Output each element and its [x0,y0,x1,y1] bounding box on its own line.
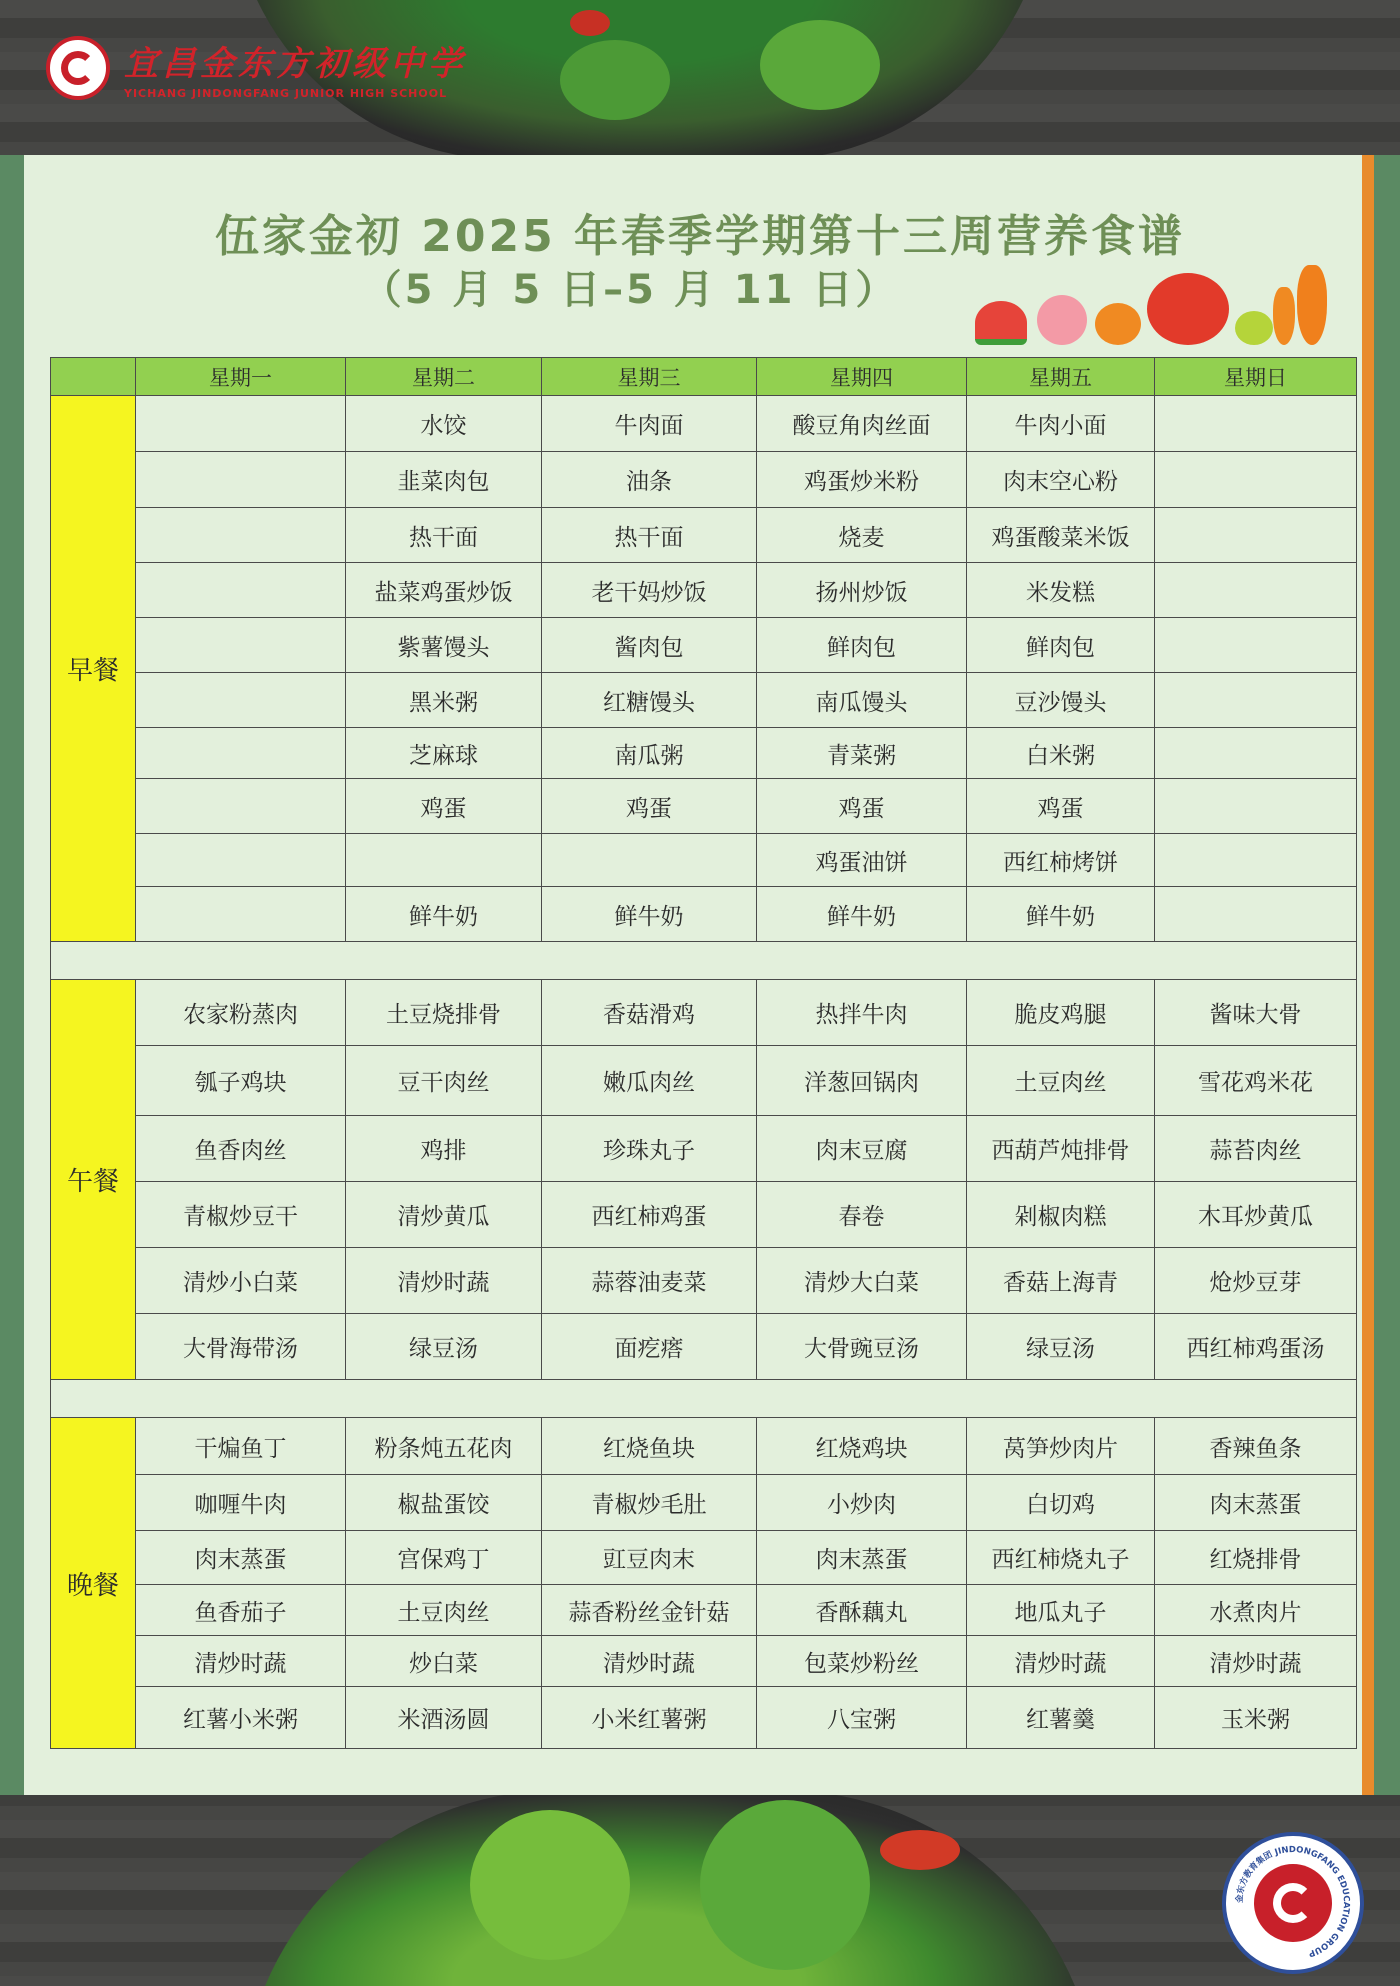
spacer-cell [51,942,1357,980]
menu-cell: 清炒黄瓜 [346,1182,542,1248]
menu-cell: 面疙瘩 [542,1314,757,1380]
table-row [51,1687,1357,1749]
page-title: 伍家金初 2025 年春季学期第十三周营养食谱 [214,211,1186,262]
menu-cell: 清炒时蔬 [542,1636,757,1687]
menu-cell: 酸豆角肉丝面 [757,396,967,452]
table-row [51,1046,1357,1116]
school-logo [46,36,466,100]
education-group-badge [1222,1832,1364,1974]
menu-cell [136,887,346,942]
menu-cell: 鸡蛋 [967,779,1155,834]
menu-cell [1155,396,1357,452]
menu-cell [346,834,542,887]
menu-cell: 香辣鱼条 [1155,1418,1357,1475]
menu-cell: 酱味大骨 [1155,980,1357,1046]
menu-cell: 土豆肉丝 [967,1046,1155,1116]
menu-cell: 盐菜鸡蛋炒饭 [346,563,542,618]
orange-accent-strip [1362,155,1374,1795]
menu-cell: 洋葱回锅肉 [757,1046,967,1116]
meal-label-lunch: 午餐 [51,980,136,1380]
menu-cell: 西红柿鸡蛋汤 [1155,1314,1357,1380]
menu-cell: 热干面 [346,508,542,563]
menu-cell: 扬州炒饭 [757,563,967,618]
menu-cell [136,563,346,618]
menu-cell: 剁椒肉糕 [967,1182,1155,1248]
menu-cell: 豆沙馒头 [967,673,1155,728]
menu-cell: 白切鸡 [967,1475,1155,1531]
menu-cell: 鸡蛋油饼 [757,834,967,887]
menu-cell: 鸡蛋 [757,779,967,834]
menu-cell: 米发糕 [967,563,1155,618]
menu-cell: 红烧排骨 [1155,1531,1357,1585]
table-row [51,673,1357,728]
menu-cell: 大骨豌豆汤 [757,1314,967,1380]
menu-cell [136,618,346,673]
menu-cell: 鸡蛋炒米粉 [757,452,967,508]
date-range: （5 月 5 日–5 月 11 日） [361,267,899,313]
menu-cell: 肉末蒸蛋 [136,1531,346,1585]
menu-cell: 嫩瓜肉丝 [542,1046,757,1116]
menu-cell: 干煸鱼丁 [136,1418,346,1475]
broccoli-decoration [700,1800,870,1970]
menu-cell: 红糖馒头 [542,673,757,728]
menu-cell [1155,673,1357,728]
menu-cell: 米酒汤圆 [346,1687,542,1749]
menu-cell: 绿豆汤 [967,1314,1155,1380]
menu-cell: 小炒肉 [757,1475,967,1531]
menu-cell: 瓠子鸡块 [136,1046,346,1116]
menu-cell [1155,834,1357,887]
menu-cell: 红烧鸡块 [757,1418,967,1475]
menu-cell: 鲜肉包 [967,618,1155,673]
svg-text:金东方教育集团 JINDONGFANG EDUCATION [1234,1845,1351,1958]
menu-cell [136,396,346,452]
menu-cell [542,834,757,887]
menu-cell: 西红柿烧丸子 [967,1531,1155,1585]
carrot-icon [1297,265,1327,345]
table-header-row [51,358,1357,396]
menu-cell: 热拌牛肉 [757,980,967,1046]
menu-cell: 肉末蒸蛋 [1155,1475,1357,1531]
menu-cell: 农家粉蒸肉 [136,980,346,1046]
menu-cell: 蒜蓉油麦菜 [542,1248,757,1314]
menu-cell: 土豆肉丝 [346,1585,542,1636]
menu-cell: 芝麻球 [346,728,542,779]
spacer-cell [51,1380,1357,1418]
menu-cell [1155,508,1357,563]
menu-cell: 鲜牛奶 [346,887,542,942]
menu-cell: 香菇上海青 [967,1248,1155,1314]
day-header: 星期三 [542,358,757,396]
menu-cell: 牛肉小面 [967,396,1155,452]
menu-cell [1155,452,1357,508]
menu-cell: 白米粥 [967,728,1155,779]
menu-cell: 椒盐蛋饺 [346,1475,542,1531]
menu-cell: 肉末空心粉 [967,452,1155,508]
left-border-strip [0,155,24,1795]
day-header: 星期五 [967,358,1155,396]
table-row [51,1475,1357,1531]
broccoli-decoration [760,20,880,110]
menu-cell: 肉末豆腐 [757,1116,967,1182]
menu-cell: 热干面 [542,508,757,563]
table-row [51,618,1357,673]
menu-cell: 红薯小米粥 [136,1687,346,1749]
menu-cell: 蒜苔肉丝 [1155,1116,1357,1182]
menu-cell [1155,563,1357,618]
menu-cell: 老干妈炒饭 [542,563,757,618]
day-header: 星期二 [346,358,542,396]
menu-cell: 宫保鸡丁 [346,1531,542,1585]
menu-cell: 香酥藕丸 [757,1585,967,1636]
school-emblem-icon [46,36,110,100]
menu-cell [136,728,346,779]
tomato-icon [1147,273,1229,345]
menu-cell: 黑米粥 [346,673,542,728]
broccoli-decoration [470,1810,630,1960]
menu-cell: 清炒大白菜 [757,1248,967,1314]
table-row [51,508,1357,563]
menu-cell: 脆皮鸡腿 [967,980,1155,1046]
menu-cell: 鸡蛋酸菜米饭 [967,508,1155,563]
menu-cell: 玉米粥 [1155,1687,1357,1749]
school-name-cn: 宜昌金东方初级中学 [124,44,466,84]
menu-cell [136,673,346,728]
menu-cell: 西红柿烤饼 [967,834,1155,887]
menu-cell: 咖喱牛肉 [136,1475,346,1531]
menu-cell: 红烧鱼块 [542,1418,757,1475]
menu-cell: 绿豆汤 [346,1314,542,1380]
menu-cell: 春卷 [757,1182,967,1248]
table-row [51,452,1357,508]
weekly-menu-table [50,357,1357,1749]
menu-cell: 豆干肉丝 [346,1046,542,1116]
fruit-characters-illustration [975,255,1330,355]
peach-icon [1037,295,1087,345]
table-row [51,1248,1357,1314]
menu-cell: 鲜牛奶 [542,887,757,942]
menu-cell: 青菜粥 [757,728,967,779]
table-row [51,887,1357,942]
menu-cell: 鲜牛奶 [967,887,1155,942]
table-row [51,1585,1357,1636]
menu-cell: 青椒炒毛肚 [542,1475,757,1531]
menu-cell: 大骨海带汤 [136,1314,346,1380]
corner-cell [51,358,136,396]
table-row [51,1314,1357,1380]
menu-cell: 水饺 [346,396,542,452]
watermelon-icon [975,301,1027,345]
table-row [51,1531,1357,1585]
menu-cell [1155,779,1357,834]
menu-cell: 清炒时蔬 [1155,1636,1357,1687]
menu-cell: 鱼香茄子 [136,1585,346,1636]
right-border-strip [1374,155,1400,1795]
table-row [51,1182,1357,1248]
menu-cell: 青椒炒豆干 [136,1182,346,1248]
menu-cell [136,508,346,563]
menu-cell: 鸡蛋 [346,779,542,834]
menu-cell: 油条 [542,452,757,508]
menu-cell [1155,728,1357,779]
menu-cell [136,452,346,508]
menu-cell: 炒白菜 [346,1636,542,1687]
meal-label-dinner: 晚餐 [51,1418,136,1749]
menu-cell: 肉末蒸蛋 [757,1531,967,1585]
menu-cell: 地瓜丸子 [967,1585,1155,1636]
day-header: 星期四 [757,358,967,396]
carrot-icon [1273,287,1295,345]
table-row [51,1636,1357,1687]
menu-cell: 莴笋炒肉片 [967,1418,1155,1475]
table-row [51,779,1357,834]
day-header: 星期一 [136,358,346,396]
pepper-decoration [880,1830,960,1870]
menu-cell: 清炒时蔬 [346,1248,542,1314]
menu-cell: 南瓜馒头 [757,673,967,728]
table-row [51,1418,1357,1475]
menu-cell: 清炒小白菜 [136,1248,346,1314]
menu-cell: 小米红薯粥 [542,1687,757,1749]
orange-icon [1095,303,1141,345]
menu-cell: 鸡蛋 [542,779,757,834]
menu-cell: 香菇滑鸡 [542,980,757,1046]
menu-cell: 紫薯馒头 [346,618,542,673]
menu-cell: 南瓜粥 [542,728,757,779]
menu-cell: 雪花鸡米花 [1155,1046,1357,1116]
menu-cell: 清炒时蔬 [136,1636,346,1687]
menu-cell: 红薯羹 [967,1687,1155,1749]
menu-cell: 牛肉面 [542,396,757,452]
menu-cell: 水煮肉片 [1155,1585,1357,1636]
menu-cell: 西葫芦炖排骨 [967,1116,1155,1182]
menu-cell: 炝炒豆芽 [1155,1248,1357,1314]
meal-label-breakfast: 早餐 [51,396,136,942]
menu-cell: 木耳炒黄瓜 [1155,1182,1357,1248]
table-row [51,980,1357,1046]
menu-cell: 鲜牛奶 [757,887,967,942]
menu-cell: 珍珠丸子 [542,1116,757,1182]
day-header: 星期日 [1155,358,1357,396]
menu-cell: 蒜香粉丝金针菇 [542,1585,757,1636]
menu-cell: 清炒时蔬 [967,1636,1155,1687]
table-row [51,1116,1357,1182]
section-spacer-row [51,1380,1357,1418]
menu-cell: 土豆烧排骨 [346,980,542,1046]
broccoli-decoration [560,40,670,120]
menu-cell: 酱肉包 [542,618,757,673]
pepper-decoration [570,10,610,36]
menu-cell: 西红柿鸡蛋 [542,1182,757,1248]
menu-cell [136,779,346,834]
menu-cell: 粉条炖五花肉 [346,1418,542,1475]
table-row [51,728,1357,779]
menu-cell [1155,618,1357,673]
menu-cell: 鱼香肉丝 [136,1116,346,1182]
menu-cell [136,834,346,887]
menu-cell: 八宝粥 [757,1687,967,1749]
table-row [51,834,1357,887]
menu-cell: 鸡排 [346,1116,542,1182]
menu-cell: 鲜肉包 [757,618,967,673]
menu-cell: 豇豆肉末 [542,1531,757,1585]
table-row [51,563,1357,618]
badge-text-ring [1226,1836,1360,1970]
table-row [51,396,1357,452]
lime-icon [1235,311,1273,345]
menu-cell [1155,887,1357,942]
menu-cell: 烧麦 [757,508,967,563]
menu-cell: 包菜炒粉丝 [757,1636,967,1687]
section-spacer-row [51,942,1357,980]
school-name-en: YICHANG JINDONGFANG JUNIOR HIGH SCHOOL [124,87,448,100]
menu-cell: 韭菜肉包 [346,452,542,508]
badge-text: 金东方教育集团 JINDONGFANG EDUCATION GROUP [1234,1845,1352,1959]
